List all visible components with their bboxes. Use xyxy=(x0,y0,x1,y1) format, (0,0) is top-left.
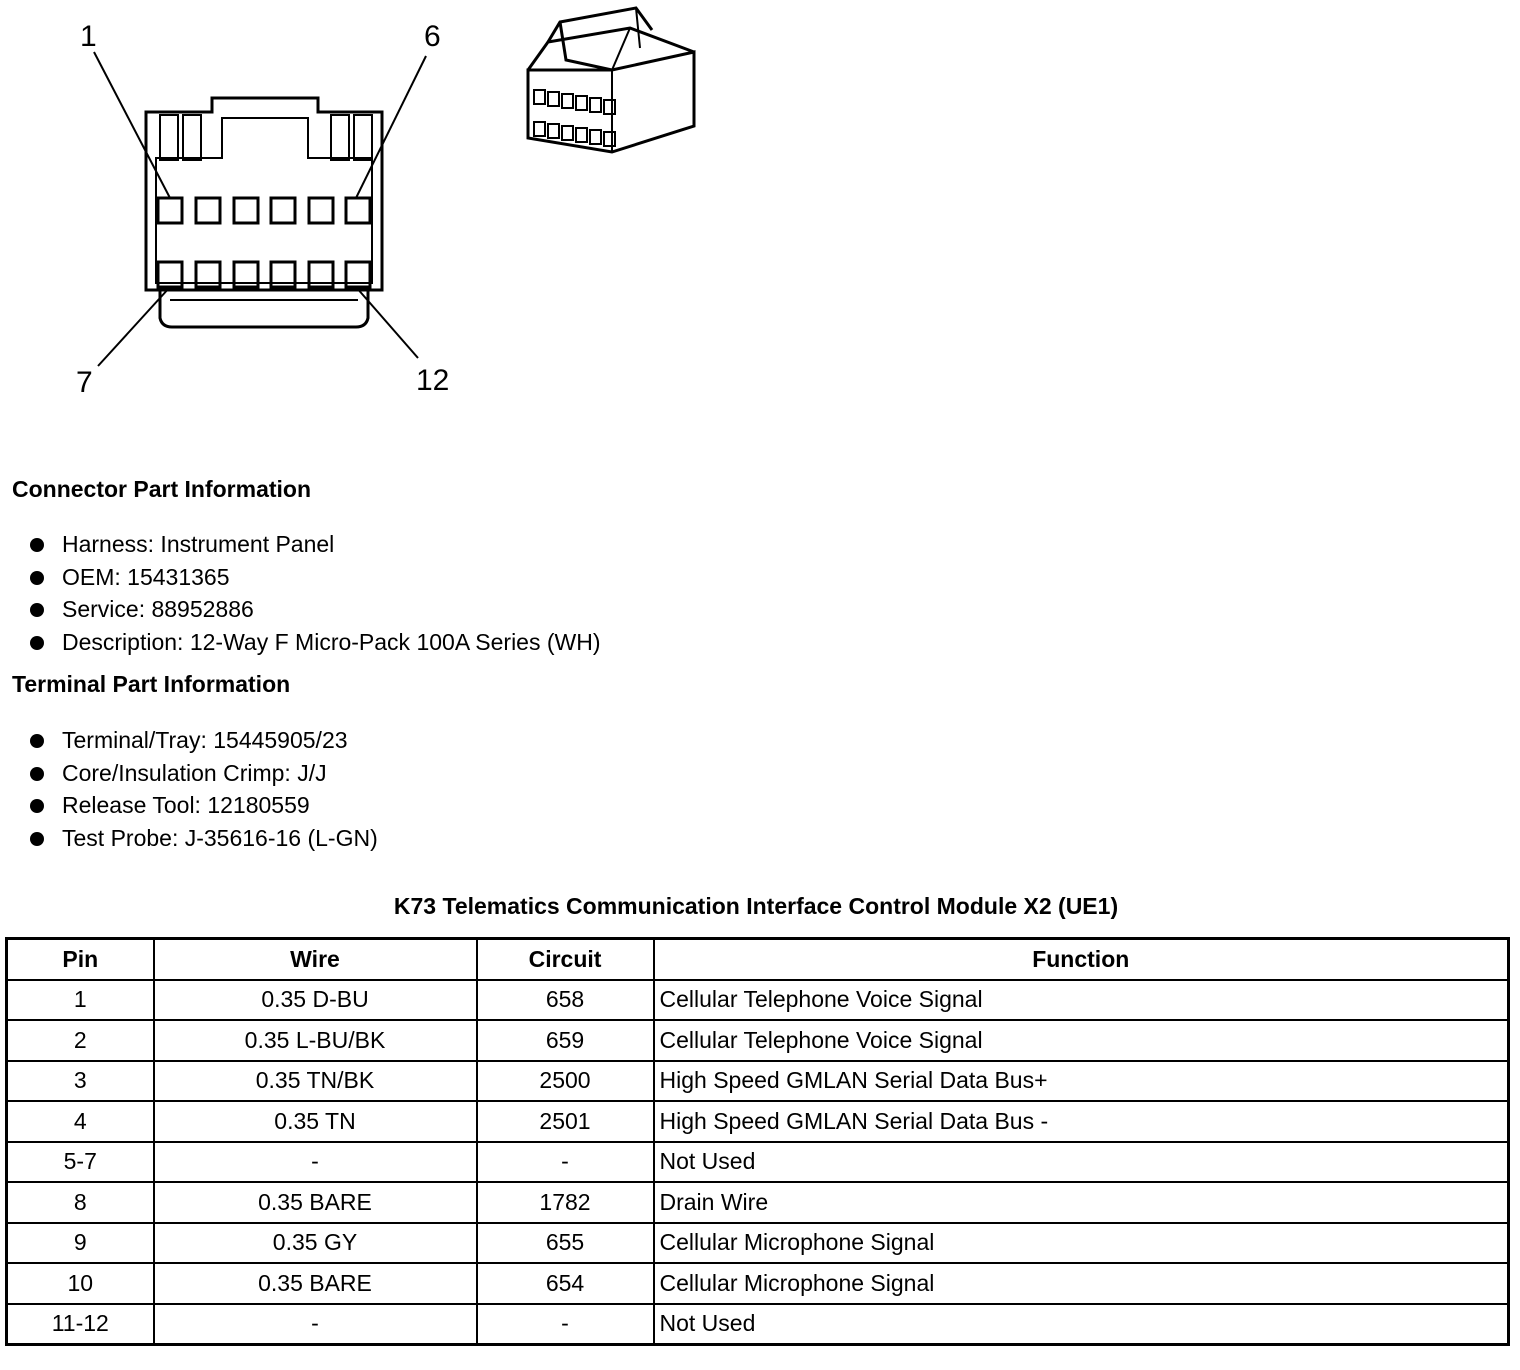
connector-info-list xyxy=(30,528,601,659)
cell-wire: 0.35 TN xyxy=(154,1101,477,1142)
list-item-text: OEM: 15431365 xyxy=(62,563,230,590)
column-header-pin: Pin xyxy=(7,939,154,980)
cell-wire: - xyxy=(154,1304,477,1345)
table-row xyxy=(7,1020,1509,1061)
cell-circuit: 2501 xyxy=(477,1101,654,1142)
list-item-text: Terminal/Tray: 15445905/23 xyxy=(62,727,348,753)
cell-pin: 2 xyxy=(7,1020,154,1061)
list-item-text: Harness: Instrument Panel xyxy=(62,531,335,557)
cell-function: Cellular Microphone Signal xyxy=(654,1263,1509,1304)
table-row xyxy=(7,980,1509,1021)
list-item-text: Core/Insulation Crimp: J/J xyxy=(62,759,327,786)
cell-wire: 0.35 L-BU/BK xyxy=(154,1020,477,1061)
list-item-text: Test Probe: J-35616-16 (L-GN) xyxy=(62,825,378,852)
bullet-icon xyxy=(30,538,44,552)
connector-diagram xyxy=(0,0,720,420)
connector-info-heading: Connector Part Information xyxy=(12,476,312,502)
cell-pin: 1 xyxy=(7,980,154,1021)
pin-label-12: 12 xyxy=(416,364,450,397)
bullet-icon xyxy=(30,767,44,781)
cell-pin: 3 xyxy=(7,1061,154,1102)
table-row xyxy=(7,1223,1509,1264)
cell-circuit: 659 xyxy=(477,1020,654,1061)
cell-function: High Speed GMLAN Serial Data Bus+ xyxy=(654,1061,1509,1102)
connector-face-view xyxy=(146,98,382,327)
table-row xyxy=(7,1101,1509,1142)
cell-circuit: - xyxy=(477,1142,654,1183)
cell-function: Not Used xyxy=(654,1142,1509,1183)
cell-function: Cellular Telephone Voice Signal xyxy=(654,1020,1509,1061)
bullet-icon xyxy=(30,571,44,585)
pin-label-7: 7 xyxy=(76,366,93,399)
list-item-text: Service: 88952886 xyxy=(62,596,254,623)
cell-wire: 0.35 TN/BK xyxy=(154,1061,477,1102)
bullet-icon xyxy=(30,603,44,617)
cell-wire: 0.35 BARE xyxy=(154,1182,477,1223)
bullet-icon xyxy=(30,734,44,748)
cell-wire: 0.35 BARE xyxy=(154,1263,477,1304)
cell-pin: 10 xyxy=(7,1263,154,1304)
table-row xyxy=(7,1182,1509,1223)
cell-wire: 0.35 GY xyxy=(154,1223,477,1264)
cell-wire: 0.35 D-BU xyxy=(154,980,477,1021)
list-item xyxy=(30,724,378,757)
list-item xyxy=(30,757,378,790)
column-header-function: Function xyxy=(654,939,1509,980)
terminal-info-list xyxy=(30,724,378,855)
pinout-table xyxy=(5,937,1510,1346)
cell-circuit: - xyxy=(477,1304,654,1345)
cell-circuit: 655 xyxy=(477,1223,654,1264)
cell-circuit: 658 xyxy=(477,980,654,1021)
connector-isometric-view xyxy=(528,8,694,152)
table-title: K73 Telematics Communication Interface Control Module X2 (UE1) xyxy=(393,893,1119,919)
cell-function: High Speed GMLAN Serial Data Bus - xyxy=(654,1101,1509,1142)
list-item xyxy=(30,528,601,561)
list-item xyxy=(30,789,378,822)
cell-pin: 5-7 xyxy=(7,1142,154,1183)
table-row xyxy=(7,1304,1509,1345)
cell-function: Cellular Microphone Signal xyxy=(654,1223,1509,1264)
list-item xyxy=(30,593,601,626)
table-row xyxy=(7,1061,1509,1102)
table-row xyxy=(7,1142,1509,1183)
list-item xyxy=(30,822,378,855)
list-item-text: Description: 12-Way F Micro-Pack 100A Series (WH) xyxy=(62,629,601,656)
cell-function: Not Used xyxy=(654,1304,1509,1345)
cell-circuit: 1782 xyxy=(477,1182,654,1223)
table-header-row xyxy=(7,939,1509,980)
list-item xyxy=(30,561,601,594)
cell-circuit: 2500 xyxy=(477,1061,654,1102)
table-row xyxy=(7,1263,1509,1304)
bullet-icon xyxy=(30,799,44,813)
pin-label-6: 6 xyxy=(424,20,441,53)
pin-label-1: 1 xyxy=(80,20,97,53)
cell-wire: - xyxy=(154,1142,477,1183)
cell-pin: 9 xyxy=(7,1223,154,1264)
bullet-icon xyxy=(30,832,44,846)
cell-pin: 8 xyxy=(7,1182,154,1223)
list-item xyxy=(30,626,601,659)
list-item-text: Release Tool: 12180559 xyxy=(62,792,310,819)
column-header-wire: Wire xyxy=(154,939,477,980)
column-header-circuit: Circuit xyxy=(477,939,654,980)
cell-function: Cellular Telephone Voice Signal xyxy=(654,980,1509,1021)
bullet-icon xyxy=(30,636,44,650)
terminal-info-heading: Terminal Part Information xyxy=(12,671,291,697)
cell-pin: 11-12 xyxy=(7,1304,154,1345)
cell-circuit: 654 xyxy=(477,1263,654,1304)
cell-function: Drain Wire xyxy=(654,1182,1509,1223)
cell-pin: 4 xyxy=(7,1101,154,1142)
